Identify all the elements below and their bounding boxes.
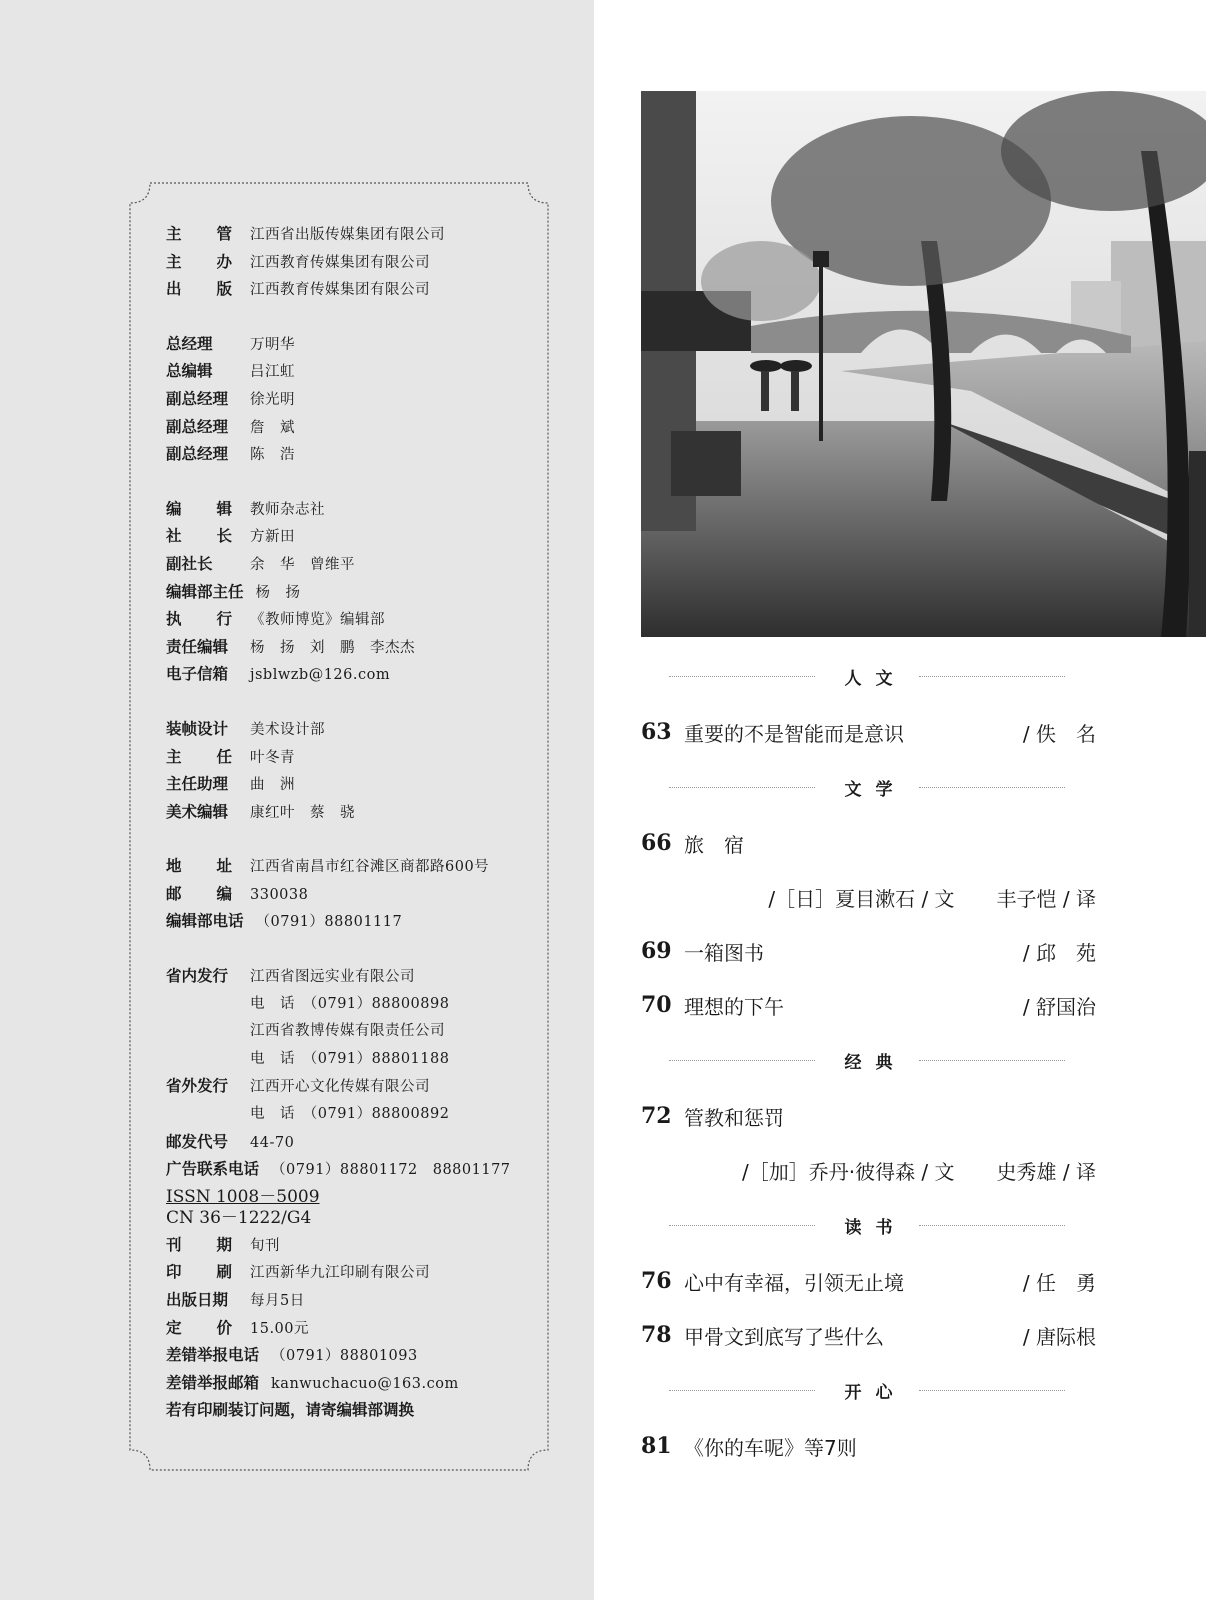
masthead-row — [166, 442, 546, 470]
toc-article-title: 《你的车呢》等7则 — [684, 1435, 857, 1460]
toc-article-title: 心中有幸福，引领无止境 — [684, 1270, 904, 1295]
masthead-label: 总编辑 — [166, 362, 213, 381]
masthead-row — [166, 909, 546, 937]
cn-number: CN 36－1222/G4 — [166, 1207, 312, 1228]
masthead-value: 徐光明 — [250, 391, 295, 408]
toc-entry[interactable] — [641, 1308, 1096, 1362]
masthead-row — [166, 1019, 546, 1047]
masthead-label: 编 辑 — [166, 499, 232, 518]
masthead-label: 主 管 — [166, 225, 232, 243]
masthead-label: 副总经理 — [166, 389, 229, 408]
masthead-row — [166, 662, 546, 690]
masthead-label: 主任助理 — [166, 775, 229, 794]
masthead-value: （0791）88801093 — [271, 1348, 418, 1365]
toc-entry[interactable] — [641, 1089, 1096, 1143]
masthead-row — [166, 222, 546, 250]
section-rule-right — [919, 1060, 1065, 1061]
toc-page-number: 66 — [641, 830, 672, 856]
masthead-label: 差错举报电话 — [166, 1346, 260, 1365]
toc-entry[interactable] — [641, 924, 1096, 978]
masthead-value: 杨 扬 — [255, 584, 301, 601]
section-rule-right — [919, 1225, 1065, 1226]
toc-article-title: 一箱图书 — [684, 940, 764, 965]
masthead-value: 44-70 — [250, 1134, 295, 1151]
toc-section-header — [641, 759, 1096, 816]
masthead-row — [166, 800, 546, 828]
masthead-row — [166, 717, 546, 745]
masthead-value: 万明华 — [250, 336, 295, 353]
masthead-label: 副总经理 — [166, 445, 229, 464]
masthead-value: 江西开心文化传媒有限公司 — [250, 1079, 430, 1096]
masthead-row — [166, 1343, 546, 1371]
masthead-label: 执 行 — [166, 610, 232, 629]
toc-credit-author: /［加］乔丹·彼得森 / 文 — [741, 1159, 955, 1184]
toc-section-header — [641, 1032, 1096, 1089]
toc-section-header — [641, 1197, 1096, 1254]
section-rule-left — [669, 1060, 815, 1061]
masthead-row — [166, 359, 546, 387]
toc-article-title: 甲骨文到底写了些什么 — [684, 1324, 884, 1349]
masthead-value: 电 话 （0791）88800892 — [250, 1106, 450, 1123]
masthead-value: kanwuchacuo@163.com — [271, 1375, 459, 1392]
toc-page-number: 70 — [641, 992, 672, 1018]
toc-entry[interactable] — [641, 1254, 1096, 1308]
masthead-row — [166, 854, 546, 882]
masthead-value: 旬刊 — [250, 1237, 280, 1254]
masthead-label: 编辑部主任 — [166, 582, 244, 601]
toc-page-number: 78 — [641, 1322, 672, 1348]
toc-entry[interactable] — [641, 705, 1096, 759]
toc-section-title: 人文 — [831, 664, 907, 689]
masthead-row — [166, 1371, 546, 1399]
masthead-row — [166, 332, 546, 360]
toc-section-title: 读书 — [831, 1213, 907, 1238]
masthead-distribution-group — [166, 964, 546, 1426]
masthead-content — [166, 222, 546, 1426]
masthead-value: 方新田 — [250, 529, 295, 546]
toc-article-title: 理想的下午 — [684, 994, 784, 1019]
toc-entry[interactable] — [641, 978, 1096, 1032]
masthead-row — [166, 772, 546, 800]
toc-page-number: 72 — [641, 1103, 672, 1129]
toc-author: / 邱 苑 — [1022, 940, 1096, 965]
masthead-row — [166, 1316, 546, 1344]
toc-section-title: 经典 — [831, 1048, 907, 1073]
masthead-row — [166, 1288, 546, 1316]
masthead-group — [166, 222, 546, 305]
masthead-label: 装帧设计 — [166, 719, 229, 738]
masthead-row — [166, 497, 546, 525]
masthead-row — [166, 882, 546, 910]
toc-entry[interactable] — [641, 816, 1096, 870]
masthead-label: 主 办 — [166, 252, 232, 271]
masthead-label: 社 长 — [166, 527, 232, 546]
masthead-value: 电 话 （0791）88801188 — [250, 1050, 450, 1067]
toc-section-header — [641, 1362, 1096, 1419]
masthead-row — [166, 607, 546, 635]
toc-article-title: 管教和惩罚 — [684, 1105, 784, 1130]
masthead-value: （0791）88801117 — [255, 914, 403, 931]
masthead-label: 印 刷 — [166, 1263, 232, 1282]
masthead-value: 杨 扬 刘 鹏 李杰杰 — [250, 639, 415, 656]
masthead-value: 330038 — [250, 886, 309, 903]
masthead-value: 康红叶 蔡 骁 — [250, 804, 355, 821]
toc-page-number: 63 — [641, 719, 672, 745]
masthead-row — [166, 1130, 546, 1158]
masthead-address-group — [166, 854, 546, 937]
masthead-value: 江西省教博传媒有限责任公司 — [250, 1023, 445, 1040]
masthead-row — [166, 1233, 546, 1261]
masthead-row — [166, 1157, 546, 1185]
toc-author: / 舒国治 — [1022, 994, 1096, 1019]
masthead-value: 江西教育传媒集团有限公司 — [250, 254, 430, 271]
masthead-value: （0791）88801172 88801177 — [271, 1162, 511, 1179]
masthead-row — [166, 580, 546, 608]
section-rule-left — [669, 1225, 815, 1226]
section-rule-right — [919, 1390, 1065, 1391]
masthead-row — [166, 1074, 546, 1102]
section-rule-left — [669, 676, 815, 677]
masthead-value: 余 华 曾维平 — [250, 556, 355, 573]
toc-page-number: 69 — [641, 938, 672, 964]
masthead-label: 副总经理 — [166, 417, 229, 436]
masthead-row — [166, 415, 546, 443]
masthead-label: 出 版 — [166, 280, 232, 299]
table-of-contents — [641, 648, 1096, 1473]
masthead-label: 定 价 — [166, 1318, 232, 1337]
masthead-label: 地 址 — [166, 857, 232, 876]
masthead-value: 江西新华九江印刷有限公司 — [250, 1265, 430, 1282]
print-issue-note: 若有印刷装订问题，请寄编辑部调换 — [166, 1401, 415, 1420]
masthead-label: 出版日期 — [166, 1291, 229, 1309]
masthead-value: 江西省南昌市红谷滩区商都路600号 — [250, 859, 490, 876]
rainy-riverside-illustration — [641, 91, 1206, 637]
section-rule-left — [669, 1390, 815, 1391]
masthead-value: 曲 洲 — [250, 777, 295, 794]
masthead-group — [166, 332, 546, 470]
masthead-row — [166, 745, 546, 773]
masthead-row — [166, 250, 546, 278]
masthead-value: 《教师博览》编辑部 — [250, 612, 385, 629]
masthead-group — [166, 497, 546, 690]
masthead-row — [166, 635, 546, 663]
toc-credit-author: /［日］夏目漱石 / 文 — [768, 886, 955, 911]
toc-author: / 任 勇 — [1022, 1270, 1096, 1295]
toc-credit-translator: 史秀雄 / 译 — [996, 1159, 1096, 1184]
masthead-value: 教师杂志社 — [250, 501, 325, 518]
masthead-row — [166, 1047, 546, 1075]
masthead-value: 叶冬青 — [250, 749, 295, 766]
masthead-label: 美术编辑 — [166, 802, 229, 821]
masthead-value: 美术设计部 — [250, 721, 325, 738]
masthead-value: 吕江虹 — [250, 364, 295, 381]
toc-article-title: 旅 宿 — [684, 832, 744, 857]
masthead-value: 江西省图远实业有限公司 — [250, 969, 415, 986]
toc-section-title: 开心 — [831, 1378, 907, 1403]
toc-author: / 唐际根 — [1022, 1324, 1096, 1349]
masthead-label: 差错举报邮箱 — [166, 1373, 260, 1392]
masthead-value: 每月5日 — [250, 1293, 305, 1309]
section-rule-right — [919, 787, 1065, 788]
toc-page-number: 76 — [641, 1268, 672, 1294]
masthead-row — [166, 1260, 546, 1288]
toc-section-title: 文学 — [831, 775, 907, 800]
masthead-group — [166, 717, 546, 827]
toc-section-header — [641, 648, 1096, 705]
masthead-value: jsblwzb@126.com — [250, 667, 391, 684]
masthead-label: 编辑部电话 — [166, 912, 244, 931]
masthead-value: 15.00元 — [250, 1320, 310, 1337]
masthead-row — [166, 964, 546, 992]
masthead-label: 刊 期 — [166, 1235, 232, 1254]
masthead-row — [166, 524, 546, 552]
masthead-row — [166, 992, 546, 1020]
toc-credit-line — [641, 870, 1096, 924]
issn-block — [166, 1187, 546, 1229]
masthead-value: 詹 斌 — [250, 419, 295, 436]
masthead-value: 江西省出版传媒集团有限公司 — [250, 227, 445, 243]
masthead-value: 江西教育传媒集团有限公司 — [250, 282, 430, 299]
toc-credit-translator: 丰子恺 / 译 — [996, 886, 1096, 911]
toc-page-number: 81 — [641, 1433, 672, 1459]
masthead-label: 省内发行 — [166, 967, 229, 986]
section-rule-left — [669, 787, 815, 788]
issn-number: ISSN 1008－5009 — [166, 1186, 320, 1207]
section-rule-right — [919, 676, 1065, 677]
masthead-label: 省外发行 — [166, 1077, 229, 1096]
masthead-label: 邮发代号 — [166, 1132, 229, 1151]
toc-article-title: 重要的不是智能而是意识 — [684, 721, 904, 746]
illustration-art — [641, 91, 1206, 637]
masthead-label: 总经理 — [166, 334, 213, 353]
toc-author: / 佚 名 — [1022, 721, 1096, 746]
masthead-label: 邮 编 — [166, 884, 232, 903]
masthead-value: 陈 浩 — [250, 447, 295, 464]
masthead-row — [166, 277, 546, 305]
masthead-row — [166, 1102, 546, 1130]
masthead-label: 副社长 — [166, 554, 213, 573]
masthead-value: 电 话 （0791）88800898 — [250, 995, 450, 1012]
toc-entry[interactable] — [641, 1419, 1096, 1473]
masthead-label: 责任编辑 — [166, 637, 229, 656]
masthead-label: 广告联系电话 — [166, 1160, 260, 1179]
masthead-label: 电子信箱 — [166, 665, 229, 684]
toc-credit-line — [641, 1143, 1096, 1197]
masthead-label: 主 任 — [166, 747, 232, 766]
masthead-row — [166, 387, 546, 415]
masthead-row — [166, 552, 546, 580]
